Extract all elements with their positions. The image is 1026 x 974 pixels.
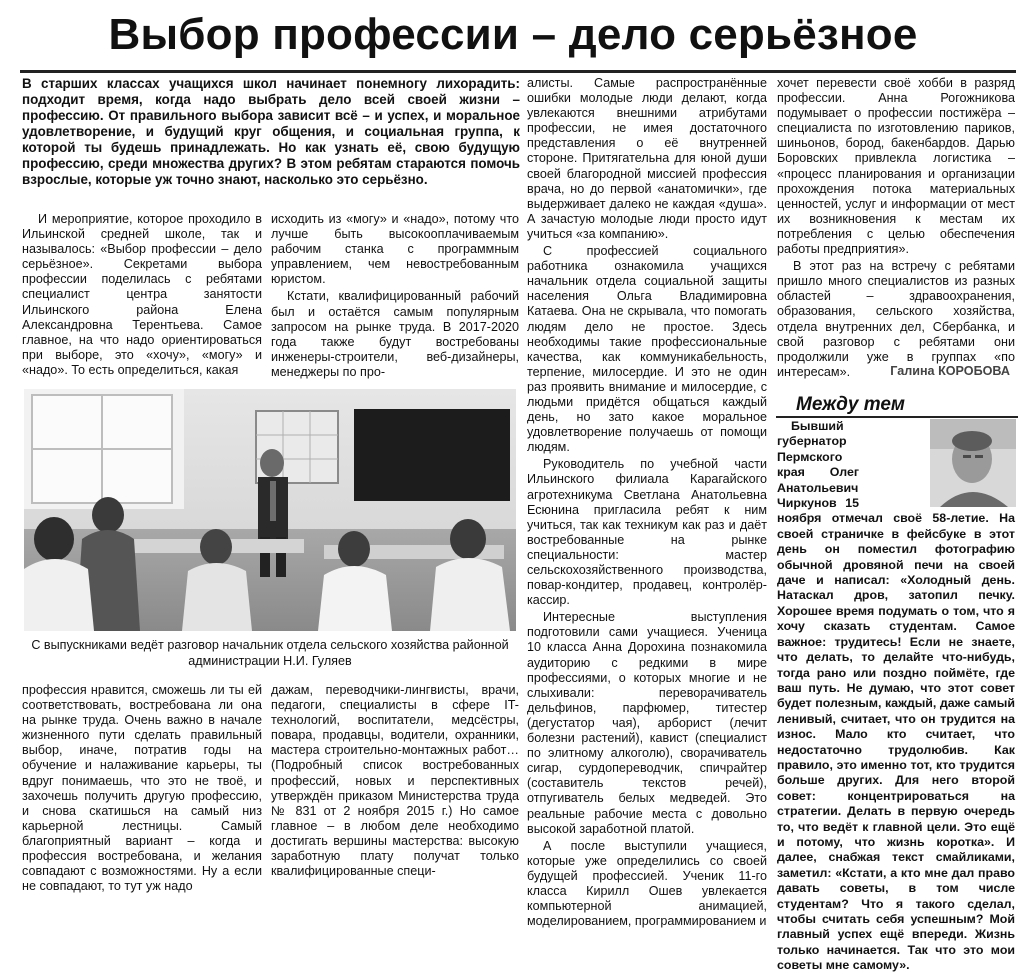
portrait-spacer (859, 419, 1015, 511)
paragraph: алисты. Самые распространённые ошибки молодые люди делают, когда увлекаются внешними атрибутами профессии, не имея достаточного представления о её внутренней стороне. Притягательна для юной души своей благородной миссией профессия врача, но до первой «анатомички», где выдерживает далеко не каждая «душа». А зачастую молодые люди просто идут учиться «за компанию». (527, 76, 767, 241)
paragraph: Руководитель по учебной части Ильинского филиала Карагайского агротехникума Светлана Анатольевна Есюнина пригласила ребят к ним учиться, так как техникум как раз и даёт востребованные на рынке специальности: мастер сельскохозяйственного производства, повар-кондитер, продавец, контролёр-кассир. (527, 457, 767, 608)
paragraph: исходить из «могу» и «надо», потому что лучше быть высокооплачиваемым рабочим станка с программным управлением, чем невостребованным юристом. (271, 212, 519, 287)
headline: Выбор профессии – дело серьёзное (108, 10, 918, 59)
paragraph: профессия нравится, сможешь ли ты ей соответствовать, востребована ли она на рынке труда. Очень важно в начале жизненного пути сделать правильный выбор, иначе, потратив годы на обучение и налаживание карьеры, ты вдруг понимаешь, что это не твоё, и захочешь получить другую профессию, и снова скатишься на самый низ карьерной лестницы. Самый благоприятный вариант – когда и профессия востребована, и желания совпадают с возможностями. Ну а если не совпадают, то тут уж надо (22, 683, 262, 894)
paragraph: дажам, переводчики-лингвисты, врачи, педагоги, специалисты в сфере IT-технологий, воспитатели, медсёстры, повара, продавцы, водители, охранники, мастера строительно-монтажных работ… (Подробный список востребованных профессий, новых и перспективных утверждён приказом Министерства труда № 831 от 2 ноября 2015 г.) Но самое главное – в любом деле необходимо достигать вершины мастерства: высокую заработную плату получат только квалифицированные специ- (271, 683, 519, 879)
paragraph: А после выступили учащиеся, которые уже определились со своей будущей профессией. Ученик 11-го класса Кирилл Ошев увлекается компьютерной анимацией, моделированием, программированием и (527, 838, 767, 929)
sidebar-paragraph: Бывший губернатор Пермского края Олег Анатольевич Чиркунов 15 ноября отмечал своё 58-летие. На своей страничке в фейсбуке в этот день он поместил фотографию обычной дровяной печи на своей даче и написал: «Холодный день. Натаскал дров, затопил печку. Хорошее время подумать о том, что я хочу сказать студентам. Самое важное: трудитесь! Если не знаете, что делать, то делайте что-нибудь, тогда рано или поздно поймёте, где ваш путь. Не думаю, что этот совет будет полезным, каждый, даже самый ленивый, считает, что он трудится на износ. Мало кто считает, что недостаточно трудолюбив. Как правило, это именно тот, кто трудится больше других. Для него второй совет: концентрироваться на стратегии. Делать в первую очередь то, что ведёт к главной цели. Это ещё и потому, что жизнь коротка». И далее, снабжая текст смайликами, заметил: «Кстати, а кто мне дал право давать советы, в том числе студентам? Что я такого сделал, чтобы считать себя успешным? Мой главный успех ещё впереди. Жизнь только начинается. Так что это мои советы мне самому». (777, 419, 1015, 973)
paragraph: Кстати, квалифицированный рабочий был и остаётся самым популярным запросом на рынке труда. В 2017-2020 года также будут востребованы инженеры-строители, веб-дизайнеры, менеджеры по про- (271, 289, 519, 379)
column-1-top (22, 212, 262, 384)
paragraph: И мероприятие, которое проходило в Ильинской средней школе, так и называлось: «Выбор профессии – дело серьёзное». Секретами выбора профессии поделилась с ребятами специалист центра занятости Ильинского района Елена Александровна Терентьева. Самое главное, на что надо ориентироваться при выборе, это «хочу», «могу» и «надо». То есть определиться, какая (22, 212, 262, 377)
sidebar-body (777, 419, 1015, 973)
classroom-photo-image (24, 389, 516, 631)
column-3 (527, 76, 767, 929)
author-byline: Галина КОРОБОВА (890, 364, 1010, 378)
paragraph: Интересные выступления подготовили сами учащиеся. Ученица 10 класса Анна Дорохина познакомила аудиторию с редкими в мире профессиями, о которых многие и не слыхивали: переворачиватель дельфинов, парфюмер, титестер (дегустатор чая), арборист (лечит болезни растений), кавист (специалист по элитному алкоголю), сворачиватель сигар, сурдопереводчик, спичрайтер (составитель текстов речей), отпугиватель белых медведей. Это реальные рабочие места с довольно высокой заработной платой. (527, 610, 767, 836)
column-1-bottom (22, 683, 262, 894)
photo-caption: С выпускниками ведёт разговор начальник отдела сельского хозяйства районной администрации Н.И. Гуляев (31, 638, 509, 668)
column-2-bottom (271, 683, 519, 889)
classroom-photo (24, 389, 516, 631)
lead-paragraph: В старших классах учащихся школ начинает понемногу лихорадить: подходит время, когда надо выбрать дело всей своей жизни – профессию. От правильного выбора зависит всё – и успех, и моральное удовлетворение, и будущий круг общения, и социальная группа, к которой ты будешь принадлежать. Но как узнать её, свою будущую профессию, среди множества других? В этом ребятам стараются помочь взрослые, которые уж точно знают, насколько это серьёзно. (22, 76, 520, 187)
column-2-top (271, 212, 519, 384)
paragraph: С профессией социального работника ознакомила учащихся начальник отдела социальной защиты населения Ольга Владимировна Катаева. Она не скрывала, что помогать людям дело не простое. Здесь необходимы такие профессиональные качества, как коммуникабельность, терпение, милосердие. И это не один раз проявить внимание и милосердие, с людьми придётся общаться каждый день, но зато какое моральное удовлетворение получаешь от помощи людям. (527, 244, 767, 455)
sidebar-rule (776, 416, 1018, 418)
sidebar-title: Между тем (796, 394, 905, 415)
paragraph: хочет перевести своё хобби в разряд профессии. Анна Рогожникова подумывает о профессии постижёра – специалиста по изготовлению париков, шиньонов, бород, бакенбардов. Дарью Боровских привлекла логистика – «процесс планирования и организации прохождения потока материальных ценностей, услуг и информации от мест их возникновения к местам их потребления с целью обеспечения работы предприятия». (777, 76, 1015, 257)
paragraph: В этот раз на встречу с ребятами пришло много специалистов из разных областей – здравоохранения, образования, сельского хозяйства, отдела внутренних дел, Сбербанка, и свой разговор с ребятами они продолжили уже в группах «по интересам». (777, 259, 1015, 379)
headline-rule (20, 70, 1016, 73)
